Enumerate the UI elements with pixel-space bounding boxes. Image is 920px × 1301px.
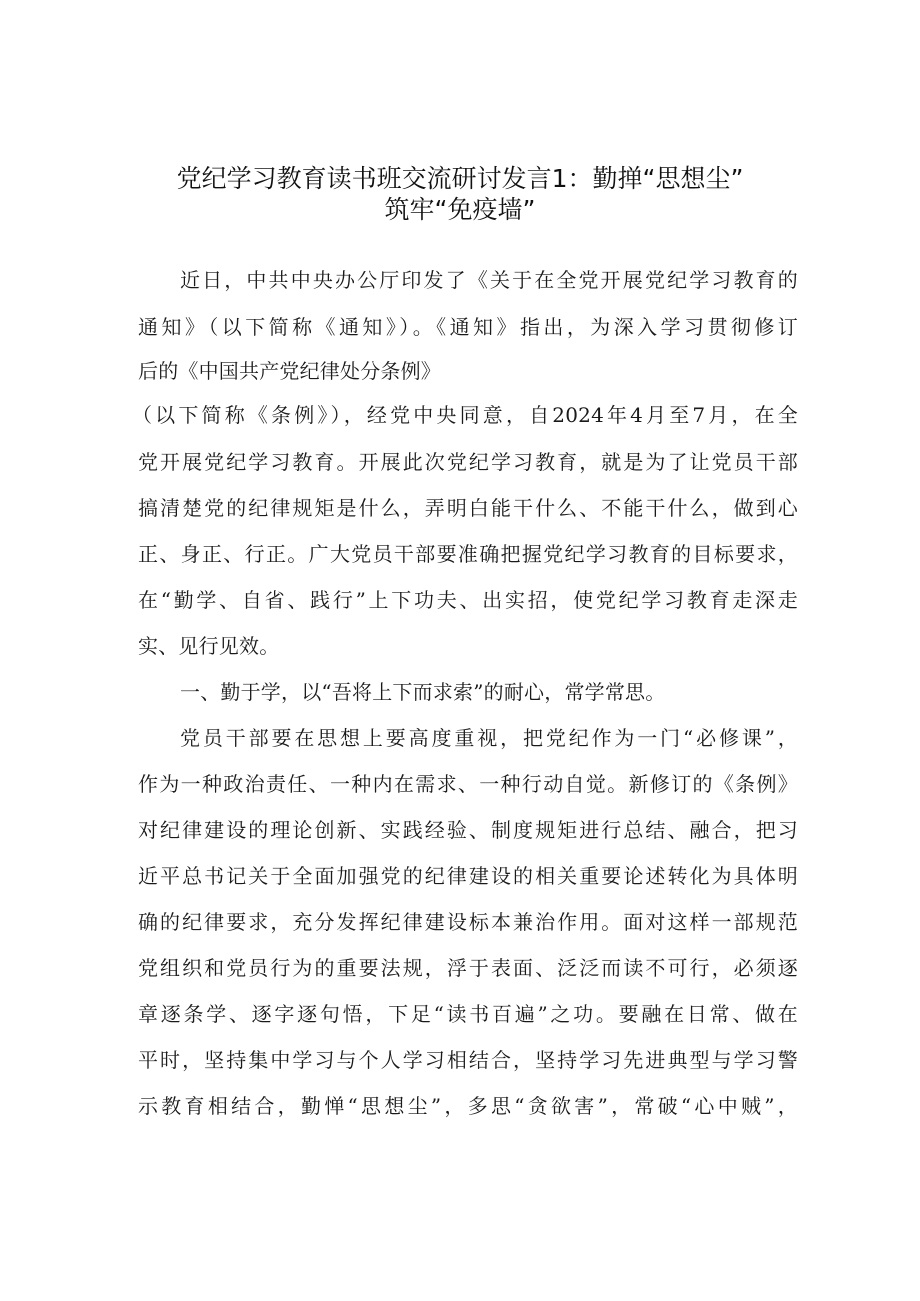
body-line: 章逐条学、逐字逐句悟，下足“读书百遍”之功。要融在日常、做在 bbox=[138, 1002, 798, 1026]
body-line: 党开展党纪学习教育。开展此次党纪学习教育，就是为了让党员干部 bbox=[138, 450, 798, 474]
body-line: 在“勤学、自省、践行”上下功夫、出实招，使党纪学习教育走深走 bbox=[138, 588, 798, 612]
body-line: 搞清楚党的纪律规矩是什么，弄明白能干什么、不能干什么，做到心 bbox=[138, 496, 798, 520]
body-line: 近平总书记关于全面加强党的纪律建设的相关重要论述转化为具体明 bbox=[138, 864, 798, 888]
body-line: 党组织和党员行为的重要法规，浮于表面、泛泛而读不可行，必须逐 bbox=[138, 956, 798, 980]
document-title-line-2: 筑牢“免疫墙” bbox=[384, 195, 536, 224]
document-title-line-1: 党纪学习教育读书班交流研讨发言1：勤掸“思想尘” bbox=[176, 164, 744, 193]
body-line: 通知》（以下简称《通知》）。《通知》指出，为深入学习贯彻修订 bbox=[138, 315, 798, 339]
body-line: 实、见行见效。 bbox=[138, 634, 280, 658]
body-line: 后的《中国共产党纪律处分条例》 bbox=[138, 359, 441, 383]
body-line: 近日，中共中央办公厅印发了《关于在全党开展党纪学习教育的 bbox=[180, 268, 798, 292]
body-line: 对纪律建设的理论创新、实践经验、制度规矩进行总结、融合，把习 bbox=[138, 818, 798, 842]
body-line: 党员干部要在思想上要高度重视，把党纪作为一门“必修课”， bbox=[180, 726, 798, 750]
body-line: 示教育相结合，勤惮“思想尘”，多思“贪欲害”，常破“心中贼”， bbox=[138, 1094, 798, 1118]
body-line: 确的纪律要求，充分发挥纪律建设标本兼治作用。面对这样一部规范 bbox=[138, 910, 798, 934]
section-heading: 一、勤于学，以“吾将上下而求索”的耐心，常学常思。 bbox=[180, 680, 666, 704]
body-line: 作为一种政治责任、一种内在需求、一种行动自觉。新修订的《条例》 bbox=[138, 772, 798, 796]
body-line: （以下简称《条例》），经党中央同意，自2024年4月至7月，在全 bbox=[132, 403, 798, 427]
body-line: 正、身正、行正。广大党员干部要准确把握党纪学习教育的目标要求， bbox=[138, 542, 798, 566]
body-line: 平时，坚持集中学习与个人学习相结合，坚持学习先进典型与学习警 bbox=[138, 1048, 798, 1072]
